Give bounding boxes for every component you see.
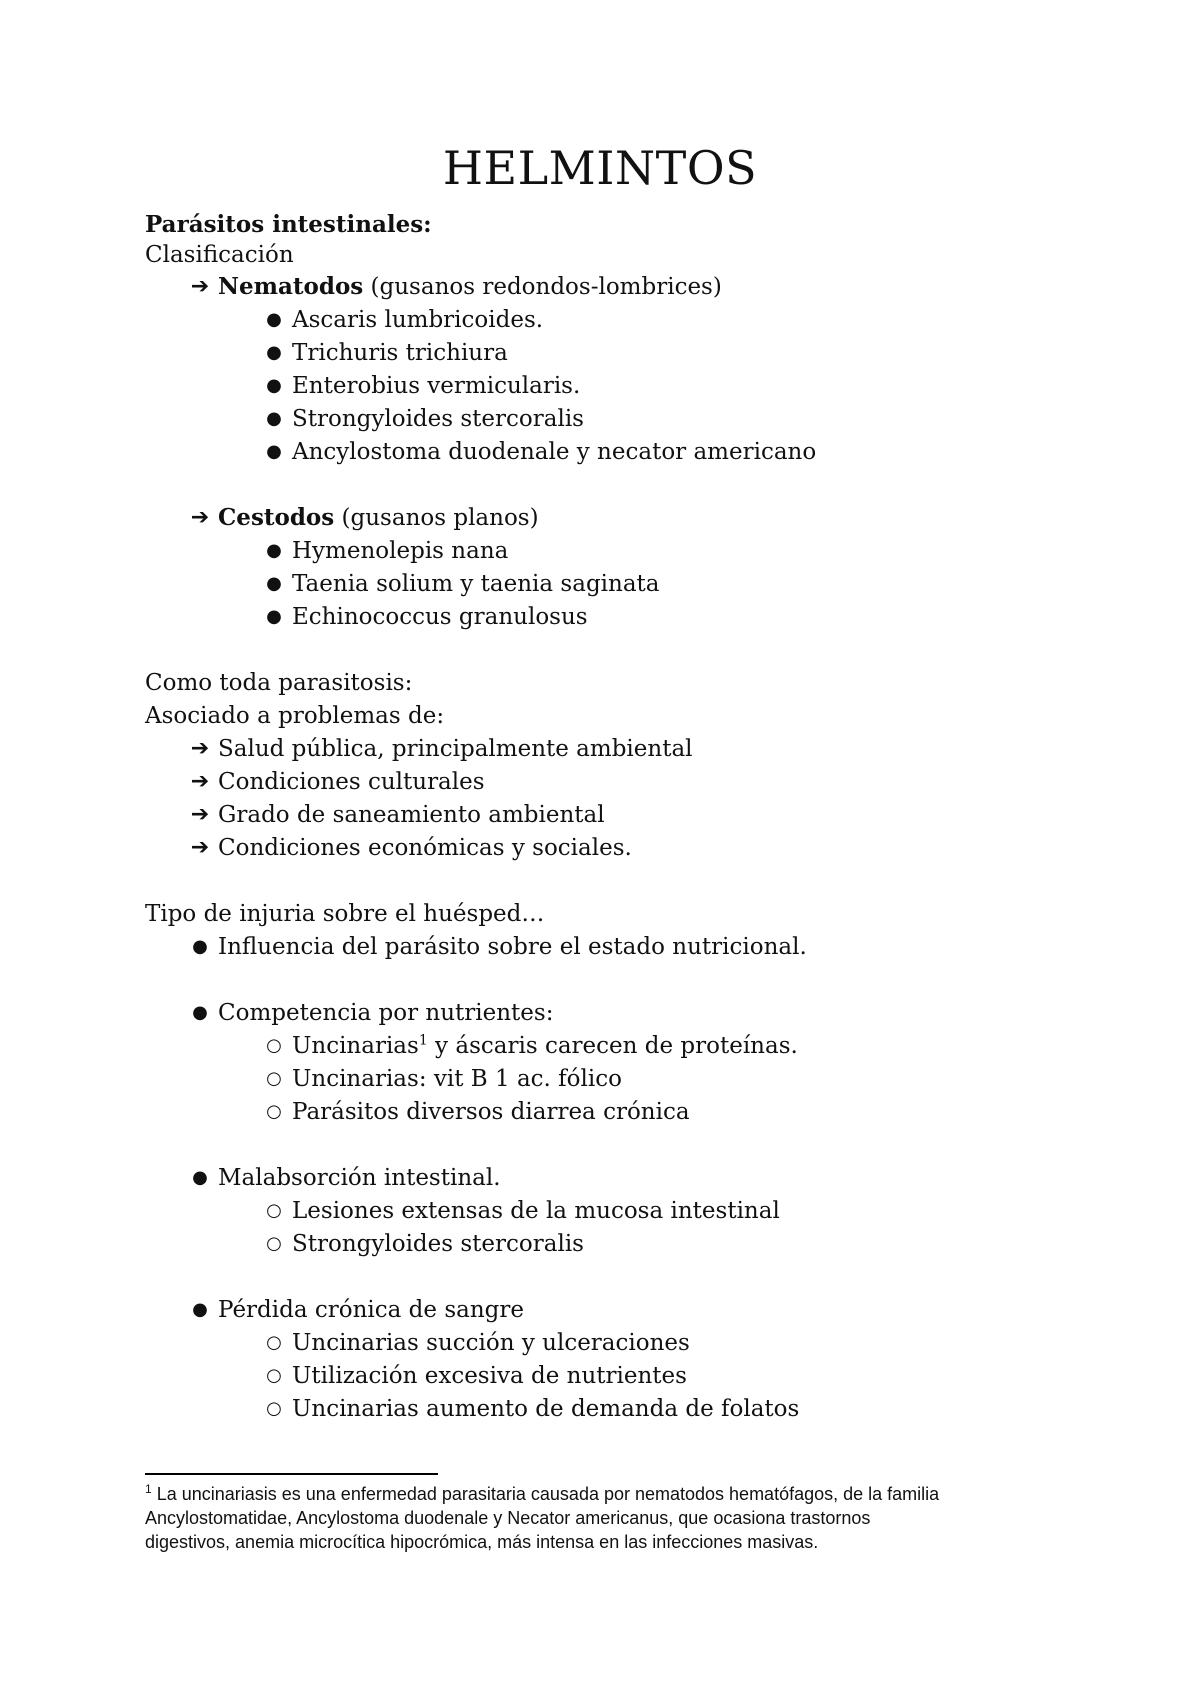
list-item-text: Salud pública, principalmente ambiental	[218, 736, 693, 762]
list-item	[266, 1394, 800, 1424]
list-item-text: Utilización excesiva de nutrientes	[292, 1363, 687, 1389]
footnote-mark: 1	[145, 1482, 152, 1496]
list-item-text: Pérdida crónica de sangre	[218, 1297, 524, 1323]
list-item-text: Influencia del parásito sobre el estado nutricional.	[218, 934, 807, 960]
list-item	[266, 371, 581, 401]
bullet-icon: ●	[192, 1167, 208, 1188]
footnote-text: La uncinariasis es una enfermedad parasitaria causada por nematodos hematófagos, de la familia	[151, 1484, 940, 1504]
circle-bullet-icon: ○	[266, 1101, 282, 1122]
list-item	[266, 437, 817, 467]
list-item-text: Strongyloides stercoralis	[292, 1231, 584, 1257]
list-item	[266, 1361, 687, 1391]
injuria-heading: Tipo de injuria sobre el huésped…	[145, 901, 545, 927]
list-item	[266, 1064, 622, 1094]
list-item	[266, 404, 584, 434]
footnote-divider	[145, 1473, 438, 1475]
list-item	[190, 767, 485, 797]
list-item-text: Condiciones culturales	[218, 769, 485, 795]
list-item-text: Taenia solium y taenia saginata	[292, 571, 660, 597]
list-item-text: Ancylostoma duodenale y necator americano	[292, 439, 817, 465]
list-item-text: Hymenolepis nana	[292, 538, 509, 564]
footnote	[145, 1482, 1075, 1554]
circle-bullet-icon: ○	[266, 1332, 282, 1353]
list-item	[190, 833, 632, 863]
bullet-icon: ●	[266, 375, 282, 396]
list-item	[266, 305, 544, 335]
bullet-icon: ●	[192, 1299, 208, 1320]
page-title: HELMINTOS	[442, 141, 758, 195]
list-item	[190, 734, 693, 764]
arrow-right-icon: ➔	[190, 505, 210, 530]
bullet-icon: ●	[266, 606, 282, 627]
nematodos-item	[190, 272, 722, 302]
list-item	[192, 998, 554, 1028]
list-item-text: Competencia por nutrientes:	[218, 1000, 554, 1026]
footnote-text: Ancylostomatidae, Ancylostoma duodenale y Necator americanus, que ocasiona trastornos	[145, 1508, 871, 1528]
arrow-right-icon: ➔	[190, 736, 210, 761]
list-item	[266, 569, 660, 599]
footnote-reference[interactable]: 1	[418, 1032, 428, 1049]
list-item-text: Uncinarias aumento de demanda de folatos	[292, 1396, 800, 1422]
list-item-text: Strongyloides stercoralis	[292, 406, 584, 432]
clasificacion-label: Clasificación	[145, 242, 294, 268]
list-item	[192, 1295, 524, 1325]
bullet-icon: ●	[192, 1002, 208, 1023]
list-item-text: y áscaris carecen de proteínas.	[427, 1033, 798, 1059]
cestodos-name: Cestodos	[218, 504, 335, 531]
list-item	[266, 1328, 690, 1358]
list-item	[266, 536, 509, 566]
list-item-text: Grado de saneamiento ambiental	[218, 802, 605, 828]
list-item-text: Trichuris trichiura	[292, 340, 508, 366]
bullet-icon: ●	[192, 936, 208, 957]
circle-bullet-icon: ○	[266, 1200, 282, 1221]
list-item-text: Lesiones extensas de la mucosa intestinal	[292, 1198, 780, 1224]
nematodos-desc: (gusanos redondos-lombrices)	[363, 274, 722, 300]
list-item-text: Uncinarias succión y ulceraciones	[292, 1330, 690, 1356]
list-item	[190, 800, 605, 830]
cestodos-desc: (gusanos planos)	[334, 505, 539, 531]
arrow-right-icon: ➔	[190, 802, 210, 827]
circle-bullet-icon: ○	[266, 1068, 282, 1089]
bullet-icon: ●	[266, 408, 282, 429]
arrow-right-icon: ➔	[190, 835, 210, 860]
list-item-text: Echinococcus granulosus	[292, 604, 588, 630]
list-item	[266, 1031, 798, 1061]
bullet-icon: ●	[266, 540, 282, 561]
list-item-text: Malabsorción intestinal.	[218, 1165, 501, 1191]
list-item-text: Ascaris lumbricoides.	[292, 307, 544, 333]
circle-bullet-icon: ○	[266, 1365, 282, 1386]
parasitosis-line: Asociado a problemas de:	[145, 703, 445, 729]
footnote-text: digestivos, anemia microcítica hipocrómica, más intensa en las infecciones masivas.	[145, 1532, 819, 1552]
list-item	[266, 1196, 780, 1226]
list-item-text: Condiciones económicas y sociales.	[218, 835, 632, 861]
bullet-icon: ●	[266, 441, 282, 462]
list-item	[266, 602, 588, 632]
list-item	[266, 1097, 690, 1127]
list-item-text: Enterobius vermicularis.	[292, 373, 581, 399]
list-item	[192, 1163, 501, 1193]
bullet-icon: ●	[266, 342, 282, 363]
list-item	[192, 932, 807, 962]
cestodos-item	[190, 503, 539, 533]
bullet-icon: ●	[266, 309, 282, 330]
circle-bullet-icon: ○	[266, 1398, 282, 1419]
list-item-text: Parásitos diversos diarrea crónica	[292, 1099, 690, 1125]
section-heading: Parásitos intestinales:	[145, 211, 432, 238]
list-item	[266, 1229, 584, 1259]
list-item-text: Uncinarias: vit B 1 ac. fólico	[292, 1066, 622, 1092]
parasitosis-line: Como toda parasitosis:	[145, 670, 413, 696]
list-item-text: Uncinarias	[292, 1033, 419, 1059]
nematodos-name: Nematodos	[218, 273, 364, 300]
arrow-right-icon: ➔	[190, 274, 210, 299]
circle-bullet-icon: ○	[266, 1233, 282, 1254]
circle-bullet-icon: ○	[266, 1035, 282, 1056]
arrow-right-icon: ➔	[190, 769, 210, 794]
list-item	[266, 338, 508, 368]
bullet-icon: ●	[266, 573, 282, 594]
